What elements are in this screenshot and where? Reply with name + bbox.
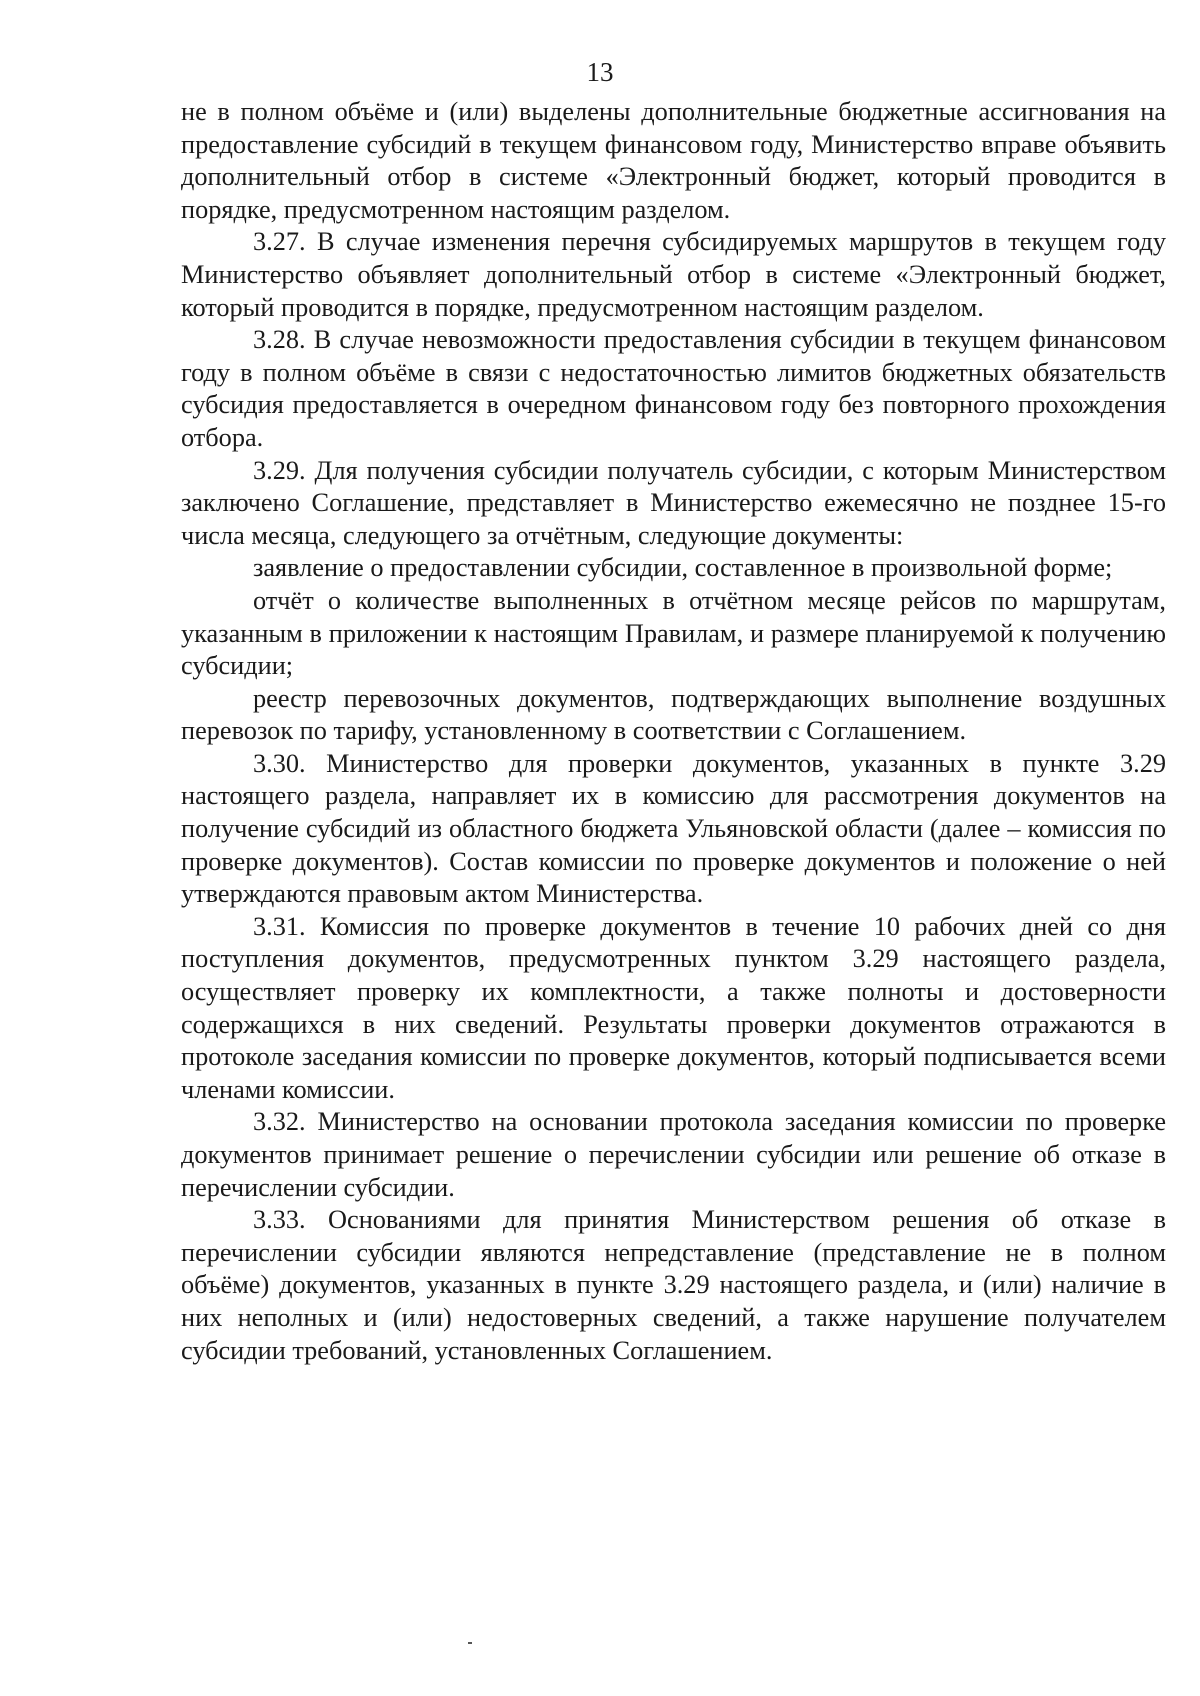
document-body [181, 96, 1166, 1367]
scan-speck [468, 1642, 472, 1644]
paragraph-3-33: 3.33. Основаниями для принятия Министерством решения об отказе в перечислении субсидии являются непредставление (представление не в полном объёме) документов, указанных в пункте 3.29 настоящего раздела, и (или) наличие в них неполных и (или) недостоверных сведений, а также нарушение получателем субсидии требований, установленных Соглашением. [181, 1205, 1166, 1365]
paragraph-3-28: 3.28. В случае невозможности предоставления субсидии в текущем финансовом году в полном объёме в связи с недостаточностью лимитов бюджетных обязательств субсидия предоставляется в очередном финансовом году без повторного прохождения отбора. [181, 325, 1166, 452]
list-item-report: отчёт о количестве выполненных в отчётном месяце рейсов по маршрутам, указанным в приложении к настоящим Правилам, и размере планируемой к получению субсидии; [181, 585, 1166, 681]
paragraph-3-30: 3.30. Министерство для проверки документов, указанных в пункте 3.29 настоящего раздела, направляет их в комиссию для рассмотрения документов на получение субсидий из областного бюджета Ульяновской области (далее – комиссия по проверке документов). Состав комиссии по проверке документов и положение о ней утверждаются правовым актом Министерства. [181, 748, 1166, 909]
paragraph-continuation: не в полном объёме и (или) выделены дополнительные бюджетные ассигнования на предоставление субсидий в текущем финансовом году, Министерство вправе объявить дополнительный отбор в системе «Электронный бюджет, который проводится в порядке, предусмотренном настоящим разделом. [181, 97, 1166, 224]
paragraph-3-29: 3.29. Для получения субсидии получатель субсидии, с которым Министерством заключено Соглашение, представляет в Министерство ежемесячно не позднее 15-го числа месяца, следующего за отчётным, следующие документы: [181, 455, 1166, 550]
paragraph-3-32: 3.32. Министерство на основании протокола заседания комиссии по проверке документов принимает решение о перечислении субсидии или решение об отказе в перечислении субсидии. [181, 1107, 1166, 1202]
paragraph-3-27: 3.27. В случае изменения перечня субсидируемых маршрутов в текущем году Министерство объявляет дополнительный отбор в системе «Электронный бюджет, который проводится в порядке, предусмотренном настоящим разделом. [181, 227, 1166, 322]
list-item-application: заявление о предоставлении субсидии, составленное в произвольной форме; [253, 553, 1113, 583]
list-item-registry: реестр перевозочных документов, подтверждающих выполнение воздушных перевозок по тарифу, установленному в соответствии с Соглашением. [181, 683, 1166, 746]
paragraph-3-31: 3.31. Комиссия по проверке документов в течение 10 рабочих дней со дня поступления документов, предусмотренных пунктом 3.29 настоящего раздела, осуществляет проверку их комплектности, а также полноты и достоверности содержащихся в них сведений. Результаты проверки документов отражаются в протоколе заседания комиссии по проверке документов, который подписывается всеми членами комиссии. [181, 911, 1166, 1104]
page-number: 13 [586, 57, 614, 87]
